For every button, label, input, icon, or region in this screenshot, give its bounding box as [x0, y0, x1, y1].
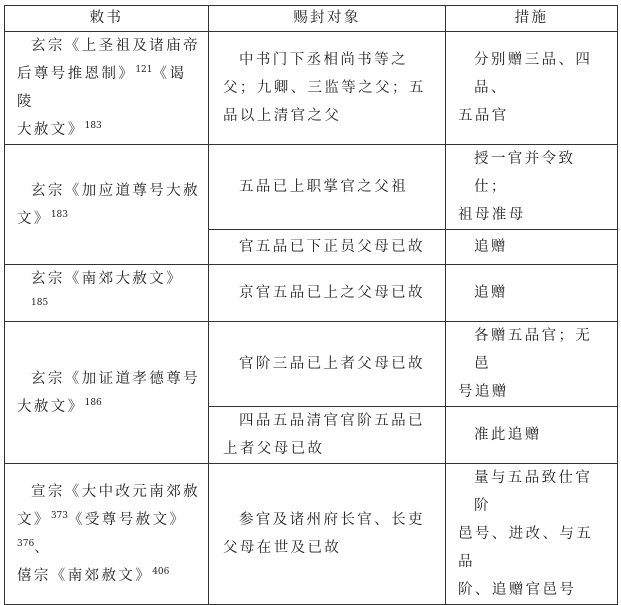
header-edict: 敕书	[5, 6, 209, 32]
edict-line: 后尊号推恩制》	[17, 66, 136, 82]
measure-line: 授一官并令致仕；	[474, 151, 576, 195]
header-row	[5, 6, 618, 32]
footnote-ref: 185	[31, 298, 49, 308]
measure-line: 五品官	[458, 108, 509, 124]
target-line: 品以上清官之父	[223, 108, 342, 124]
target-line: 父母在世及已故	[223, 540, 342, 556]
measure-line: 邑号、进改、与五品	[458, 526, 594, 570]
edict-cell	[5, 32, 209, 145]
measure-line: 量与五品致仕官阶	[474, 470, 593, 514]
measure-cell	[446, 32, 618, 145]
edict-line: 大赦文》	[17, 398, 85, 415]
measure-line: 各赠五品官；无邑	[474, 328, 593, 372]
target-line: 四品五品清官官阶五品已	[239, 413, 425, 429]
target-line: 官五品已下正员父母已故	[239, 239, 425, 255]
edict-line: 文》	[17, 512, 51, 528]
table-row	[5, 464, 618, 605]
target-cell	[209, 145, 446, 230]
measure-cell	[446, 322, 618, 407]
measure-line: 阶、追赠官邑号	[458, 582, 577, 598]
target-line: 中书门下丞相尚书等之	[239, 52, 408, 68]
measure-line: 祖母准母	[458, 207, 526, 223]
edict-line: 玄宗《加证道孝德尊号	[31, 370, 200, 387]
header-target: 赐封对象	[209, 6, 446, 32]
target-line: 参官及诸州府长官、长吏	[239, 512, 425, 528]
target-line: 五品已上职掌官之父祖	[239, 179, 408, 195]
edict-line: 玄宗《加应道尊号大赦	[31, 182, 200, 199]
footnote-ref: 406	[152, 567, 170, 577]
footnote-ref: 376	[17, 539, 35, 549]
footnote-ref: 373	[50, 511, 68, 521]
measure-cell	[446, 464, 618, 605]
edict-cell	[5, 145, 209, 265]
target-cell	[209, 407, 446, 464]
measure-line: 追赠	[474, 285, 508, 301]
edict-cell	[5, 265, 209, 322]
measure-cell	[446, 265, 618, 322]
target-cell	[209, 464, 446, 605]
edict-line: 玄宗《南郊大赦文》	[31, 271, 184, 287]
target-line: 京官五品已上之父母已故	[239, 285, 425, 301]
target-line: 父；九卿、三监等之父；五	[223, 80, 426, 96]
edict-line: 《受尊号赦文》	[68, 512, 187, 528]
table-row	[5, 32, 618, 145]
measure-cell	[446, 407, 618, 464]
target-line: 官阶三品已上者父母已故	[239, 356, 425, 372]
edict-line: 宣宗《大中改元南郊赦	[31, 484, 200, 500]
measure-line: 追赠	[474, 239, 508, 255]
edict-line: 《谒陵	[17, 66, 187, 110]
footnote-ref: 183	[84, 121, 102, 131]
table-row	[5, 322, 618, 407]
measure-cell	[446, 145, 618, 230]
grant-table	[4, 5, 618, 605]
footnote-ref: 183	[50, 209, 68, 220]
measure-line: 分别赠三品、四品、	[474, 52, 593, 96]
table-row	[5, 265, 618, 322]
target-cell	[209, 265, 446, 322]
footnote-ref: 121	[135, 65, 153, 75]
target-cell	[209, 322, 446, 407]
target-cell	[209, 32, 446, 145]
edict-line: 文》	[17, 210, 51, 227]
target-line: 上者父母已故	[223, 441, 325, 457]
measure-line: 准此追赠	[474, 427, 542, 443]
edict-cell	[5, 322, 209, 464]
edict-line: 玄宗《上圣祖及诸庙帝	[31, 38, 200, 54]
edict-line: 、	[34, 540, 52, 556]
edict-line: 僖宗《南郊赦文》	[17, 568, 153, 584]
footnote-ref: 186	[84, 397, 102, 408]
edict-cell	[5, 464, 209, 605]
measure-line: 号追赠	[458, 384, 509, 400]
target-cell	[209, 230, 446, 265]
table-row	[5, 145, 618, 230]
header-measure: 措施	[446, 6, 618, 32]
edict-line: 大赦文》	[17, 122, 85, 138]
measure-cell	[446, 230, 618, 265]
